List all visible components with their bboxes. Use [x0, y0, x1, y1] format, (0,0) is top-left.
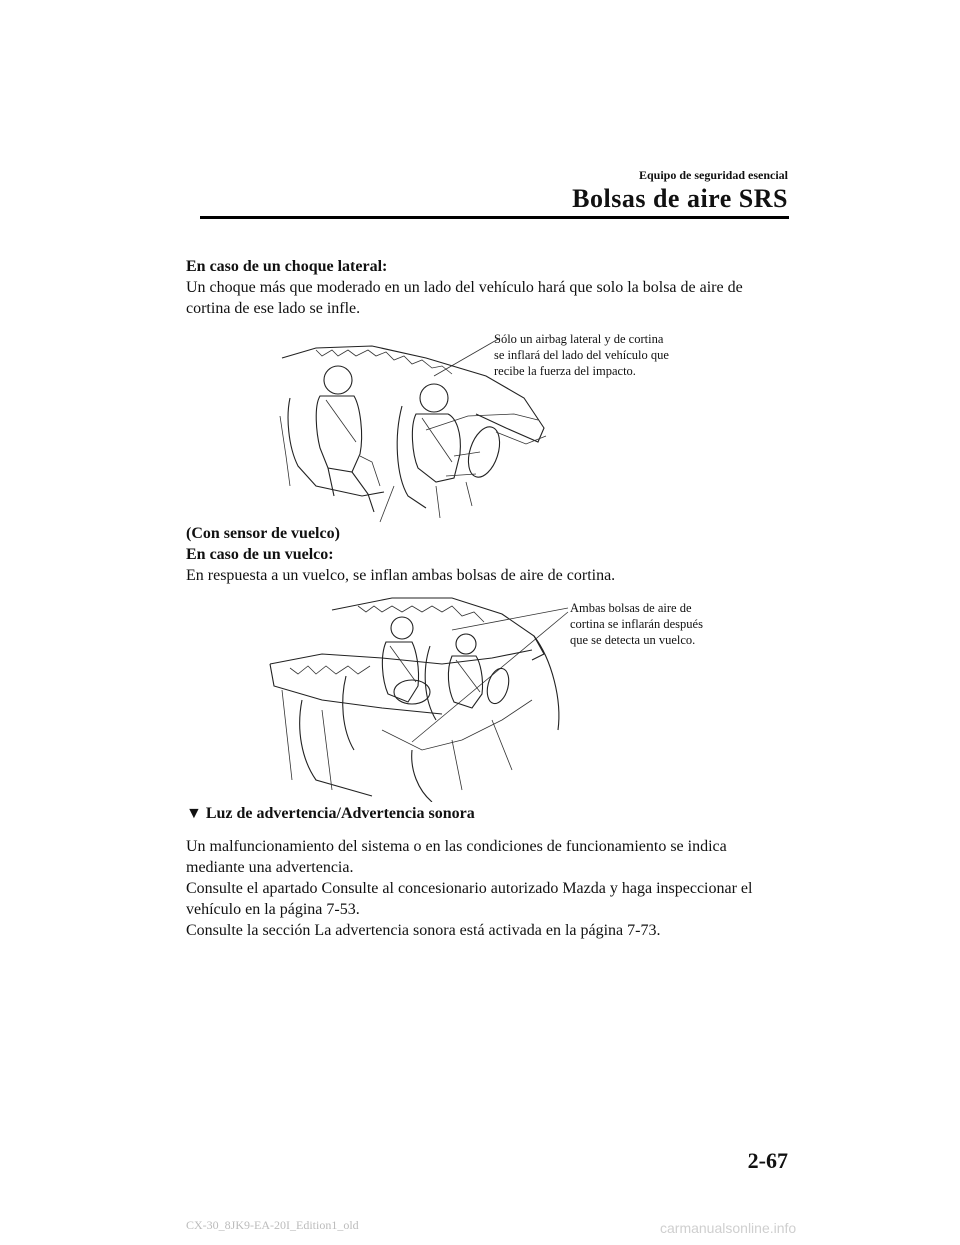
- side-impact-heading: En caso de un choque lateral:: [186, 258, 388, 275]
- rollover-heading: En caso de un vuelco:: [186, 546, 334, 563]
- warning-line3: Consulte el apartado Consulte al concesionario autorizado Mazda y haga inspeccionar el: [186, 880, 753, 897]
- rollover-callout: [570, 600, 703, 648]
- rollover-condition: (Con sensor de vuelco): [186, 525, 340, 542]
- page-number: 2-67: [747, 1148, 788, 1173]
- side-impact-callout-line3: recibe la fuerza del impacto.: [494, 364, 636, 378]
- rollover-callout-line3: que se detecta un vuelco.: [570, 633, 696, 647]
- side-impact-callout-line1: Sólo un airbag lateral y de cortina: [494, 332, 664, 346]
- footer-edition-link[interactable]: CX-30_8JK9-EA-20I_Edition1_old: [186, 1218, 359, 1232]
- rollover-callout-line2: cortina se inflarán después: [570, 617, 703, 631]
- warning-heading: Luz de advertencia/Advertencia sonora: [205, 805, 475, 822]
- side-impact-body-line1: Un choque más que moderado en un lado del vehículo hará que solo la bolsa de aire de: [186, 279, 743, 296]
- rollover-callout-line1: Ambas bolsas de aire de: [570, 601, 692, 615]
- triangle-down-icon: ▼: [186, 805, 202, 822]
- warning-line5: Consulte la sección La advertencia sonora está activada en la página 7-73.: [186, 922, 661, 939]
- header-section-label: Equipo de seguridad esencial: [638, 168, 788, 182]
- warning-line1: Un malfuncionamiento del sistema o en las condiciones de funcionamiento se indica: [186, 838, 727, 855]
- warning-heading-row: [186, 803, 475, 824]
- side-impact-body-line2: cortina de ese lado se infle.: [186, 300, 361, 317]
- header-rule: [200, 216, 789, 219]
- warning-line4: vehículo en la página 7-53.: [186, 901, 360, 918]
- side-impact-callout-line2: se inflará del lado del vehículo que: [494, 348, 669, 362]
- rollover-body: En respuesta a un vuelco, se inflan ambas bolsas de aire de cortina.: [186, 567, 616, 584]
- side-impact-airbag-illustration: [276, 336, 566, 526]
- rollover-airbag-illustration: [262, 590, 572, 802]
- warning-line2: mediante una advertencia.: [186, 859, 354, 876]
- watermark: carmanualsonline.info: [660, 1220, 797, 1236]
- page-title: Bolsas de aire SRS: [572, 184, 788, 213]
